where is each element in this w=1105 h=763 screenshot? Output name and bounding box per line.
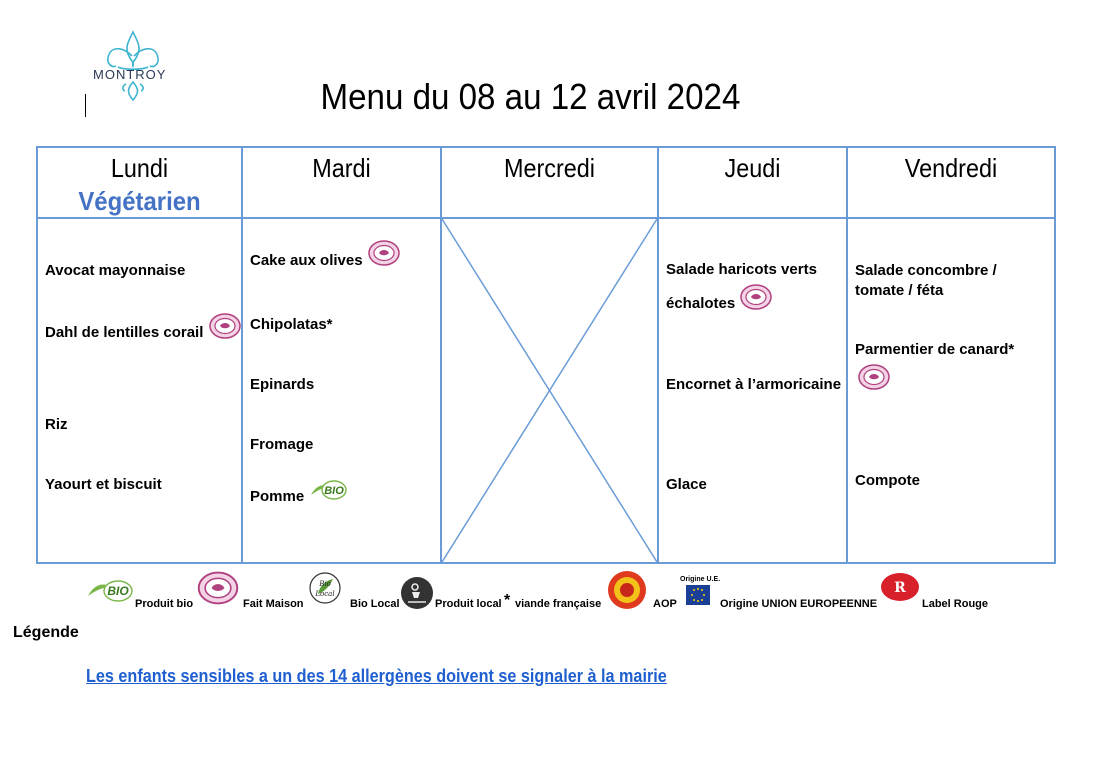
legend-asterisk: * xyxy=(504,592,511,609)
allergen-notice-link[interactable]: Les enfants sensibles a un des 14 allergènes doivent se signaler à la mairie xyxy=(86,666,667,686)
svg-text:Local: Local xyxy=(315,590,335,598)
menu-cell-lundi xyxy=(37,218,242,563)
dish-with-badge xyxy=(250,251,401,271)
svg-text:Bio: Bio xyxy=(319,580,331,588)
legend-bio-local: Bio Local xyxy=(350,598,400,610)
dish: Fromage xyxy=(250,436,314,453)
vegetarien-label: Végétarien xyxy=(78,186,201,216)
day-header-mercredi xyxy=(441,147,658,218)
day-header-jeudi xyxy=(658,147,847,218)
dish: Glace xyxy=(666,476,707,493)
bio-local-icon xyxy=(308,570,342,606)
dish-with-badge xyxy=(45,323,242,343)
legende-heading: Légende xyxy=(13,624,79,641)
legend-label-rouge: Label Rouge xyxy=(922,598,989,610)
day-name: Mardi xyxy=(312,153,371,183)
legend-origine-ue: Origine UNION EUROPEENNE xyxy=(720,598,878,610)
dishes-row xyxy=(37,218,1055,563)
fait-maison-icon xyxy=(857,363,891,391)
legend-produit-local: Produit local xyxy=(435,598,502,610)
menu-cell-vendredi xyxy=(847,218,1055,563)
fait-maison-icon xyxy=(196,570,240,606)
dish-with-badge xyxy=(250,487,348,507)
brand-name: MONTROY xyxy=(93,67,167,82)
fait-maison-icon xyxy=(739,283,773,311)
dish: Riz xyxy=(45,416,68,433)
dish: Salade concombre / tomate / féta xyxy=(855,262,997,299)
dish: Yaourt et biscuit xyxy=(45,476,162,493)
dish: Encornet à l’armoricaine xyxy=(666,376,842,393)
fait-maison-icon xyxy=(208,312,242,340)
legend-origine-ue-small: Origine U.E. xyxy=(680,576,721,583)
day-name: Lundi xyxy=(110,153,169,183)
menu-cell-mercredi xyxy=(441,218,658,563)
label-rouge-icon xyxy=(880,572,920,602)
day-name: Mercredi xyxy=(503,153,596,183)
day-header-mardi xyxy=(242,147,441,218)
menu-cell-jeudi xyxy=(658,218,847,563)
bio-icon-text: BIO xyxy=(324,485,345,498)
days-header-row xyxy=(37,147,1055,218)
bio-icon xyxy=(86,576,134,604)
menu-cell-mardi xyxy=(242,218,441,563)
aop-icon xyxy=(604,570,650,610)
day-name: Jeudi xyxy=(724,153,781,183)
dish-label: Cake aux olives xyxy=(250,252,363,269)
dish: Compote xyxy=(855,472,920,489)
legend-fait-maison: Fait Maison xyxy=(243,598,304,610)
dish-label: Dahl de lentilles corail xyxy=(45,324,204,341)
dish: Chipolatas* xyxy=(250,316,333,333)
produit-local-icon xyxy=(400,576,434,610)
legend-aop: AOP xyxy=(653,598,677,610)
legend-produit-bio: Produit bio xyxy=(135,598,194,610)
bio-icon xyxy=(308,477,348,503)
menu-table xyxy=(36,146,1056,564)
legend-bar xyxy=(80,568,1000,612)
dish-label: Salade haricots verts échalotes xyxy=(666,261,817,312)
eu-flag-icon xyxy=(686,585,710,605)
day-header-vendredi xyxy=(847,147,1055,218)
day-name: Vendredi xyxy=(904,153,998,183)
svg-text:R: R xyxy=(894,580,906,596)
closed-day-cross xyxy=(442,219,657,562)
fait-maison-icon xyxy=(367,239,401,267)
dish: Parmentier de canard* xyxy=(855,341,1015,358)
legend-viande-francaise: viande française xyxy=(515,598,602,610)
svg-text:BIO: BIO xyxy=(107,584,129,598)
dish-label: Pomme xyxy=(250,488,305,505)
day-header-lundi xyxy=(37,147,242,218)
page-title: Menu du 08 au 12 avril 2024 xyxy=(320,76,741,117)
dish: Avocat mayonnaise xyxy=(45,262,186,279)
dish-with-badge xyxy=(666,253,826,321)
dish: Epinards xyxy=(250,376,315,393)
